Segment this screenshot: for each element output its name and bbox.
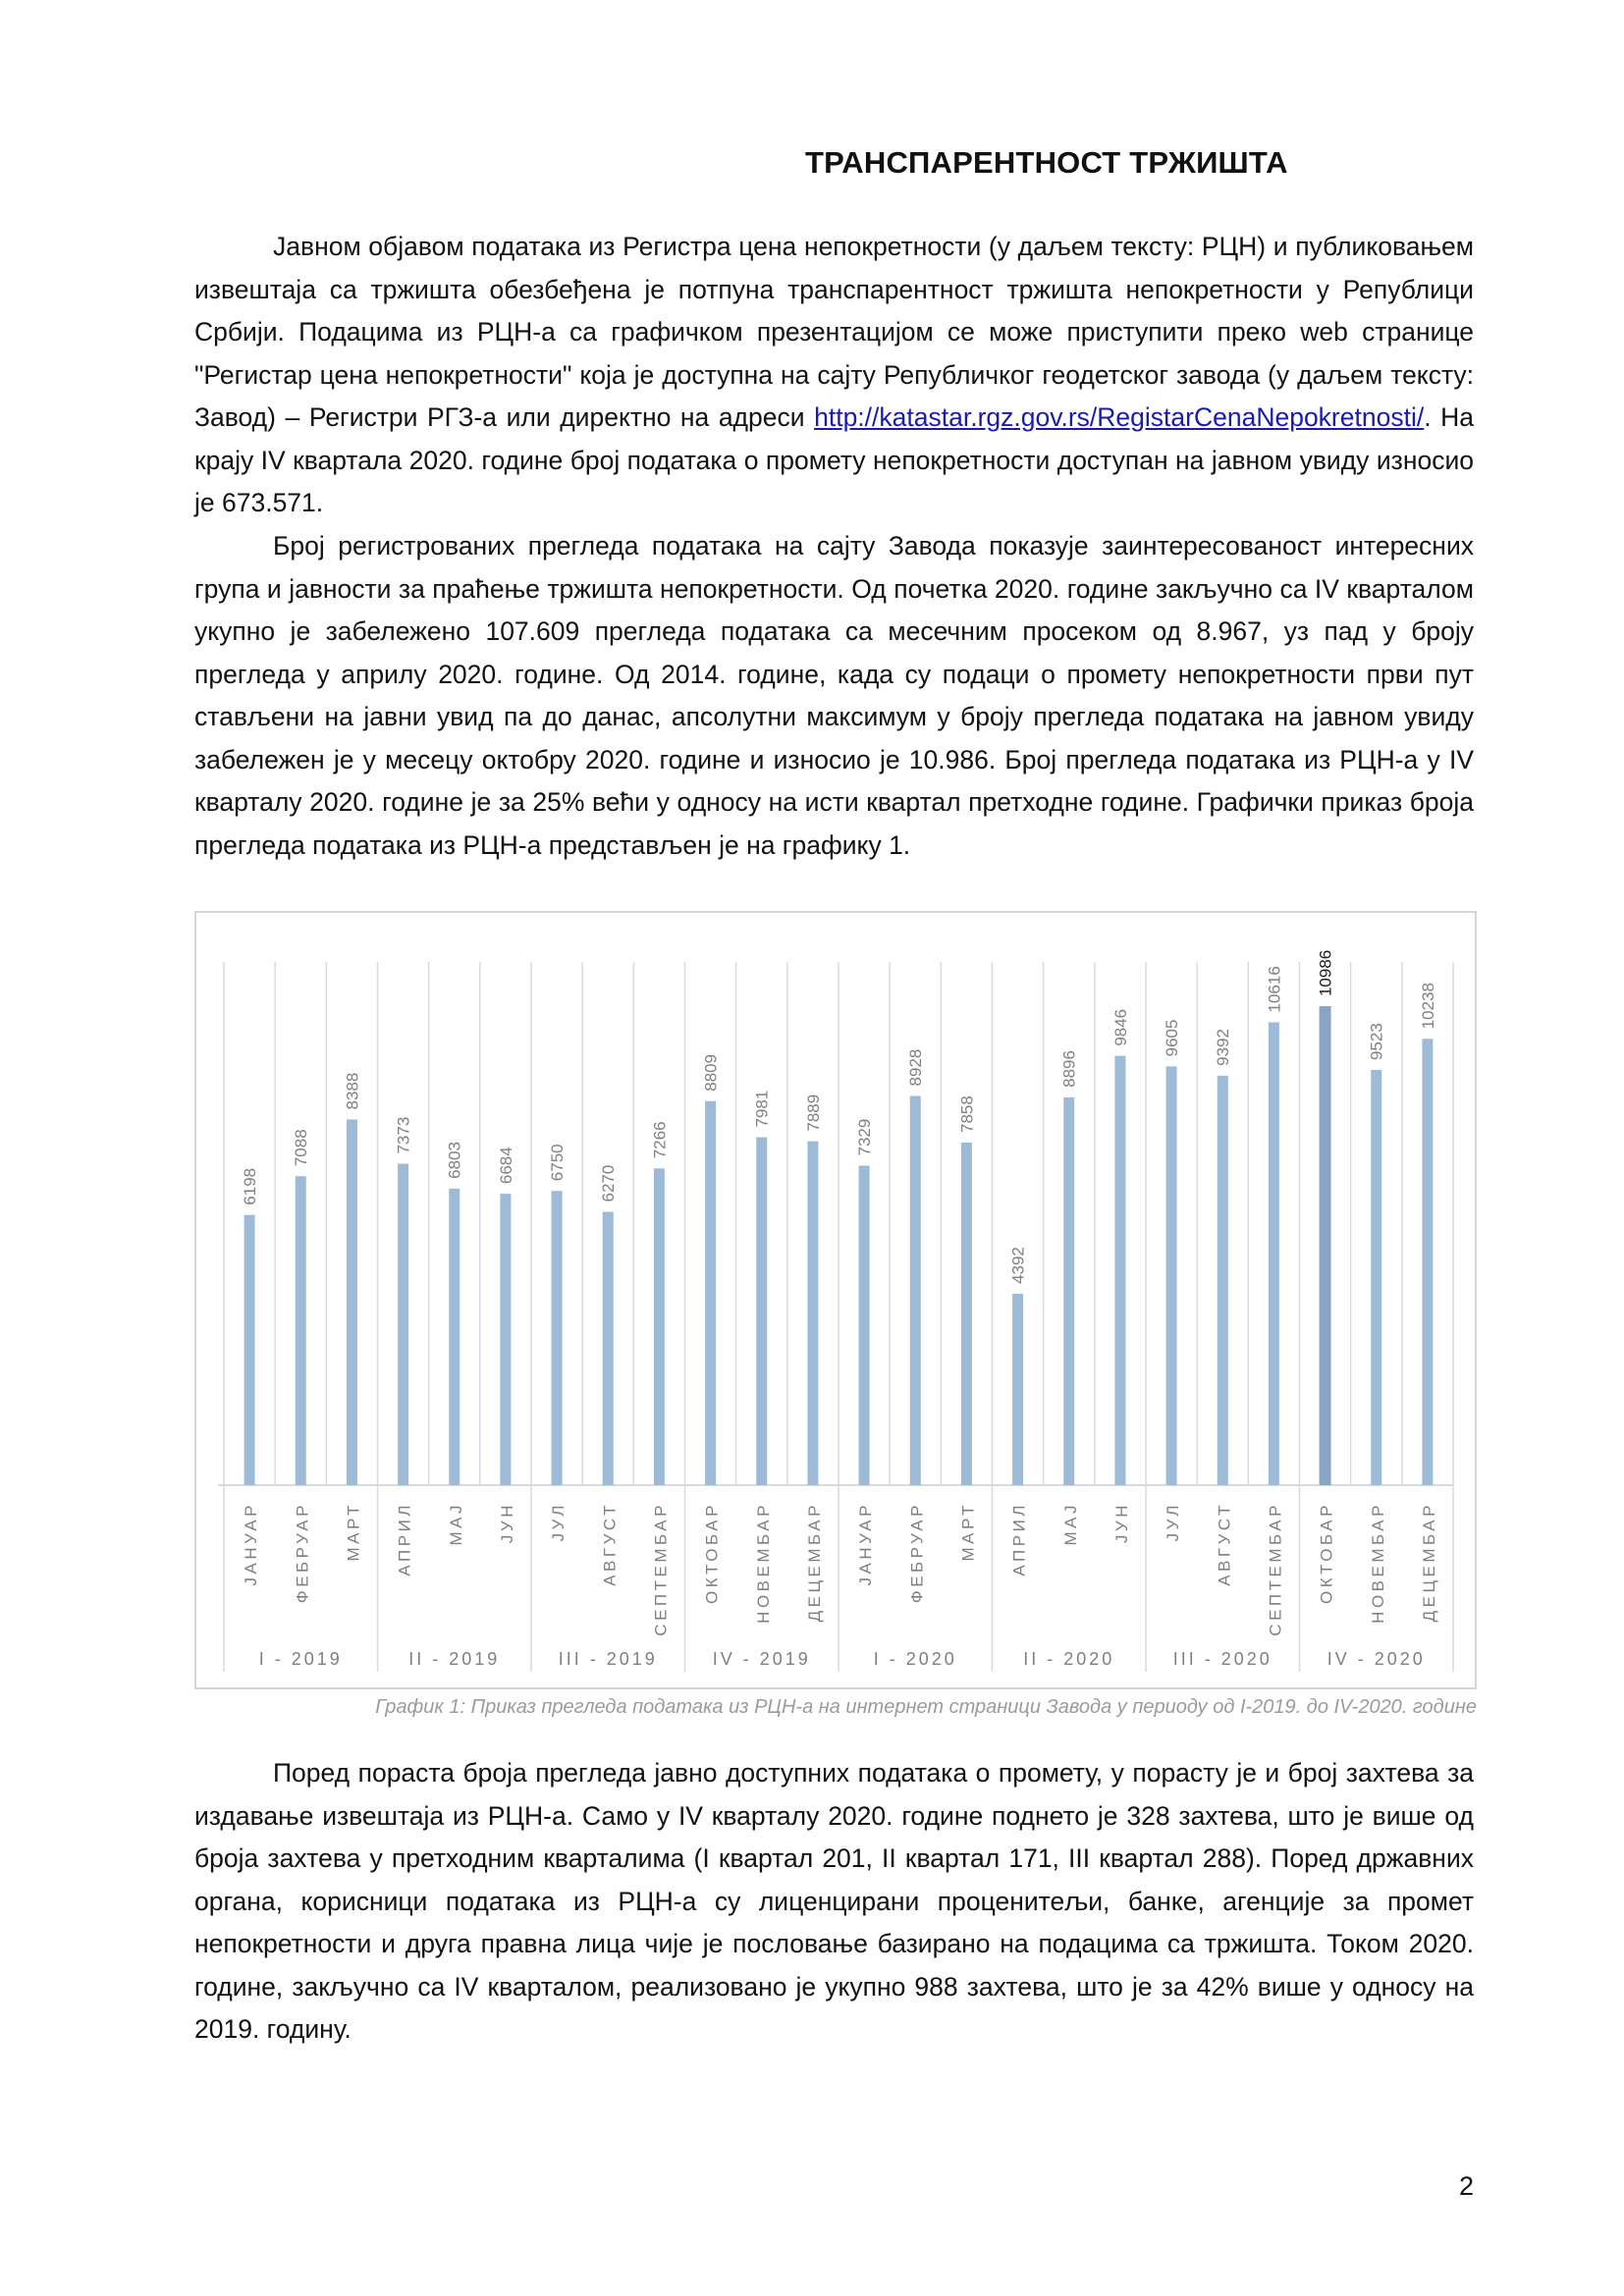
category-label: МАРТ xyxy=(958,1502,978,1562)
category-label: АПРИЛ xyxy=(1009,1502,1029,1576)
group-label: III - 2020 xyxy=(1172,1649,1272,1669)
data-label: 9846 xyxy=(1110,1008,1130,1046)
category-label: ЈУН xyxy=(497,1502,516,1544)
data-label: 10986 xyxy=(1316,949,1335,997)
bar xyxy=(807,1142,818,1485)
data-label: 9523 xyxy=(1367,1023,1386,1061)
category-label: МАЈ xyxy=(1060,1502,1080,1546)
group-label: II - 2020 xyxy=(1023,1649,1115,1669)
data-label: 6270 xyxy=(599,1164,619,1202)
category-label: СЕПТЕМБАР xyxy=(651,1502,671,1636)
chart-canvas xyxy=(196,913,1479,1691)
paragraph-intro-text-1: Јавном објавом података из Регистра цена непокретности (у даљем тексту: РЦН) и публиковањем извештаја са тржишта обезбеђена је потпуна транспарентност тржишта непокретности у Републици Србији. Подацима из РЦН-а са графичком презентацијом се може приступити преко web странице "Регистар цена непокретности" која је доступна на сајту Републичког геодетског завода (у даљем тексту: Завод) – Регистри РГЗ-а или директно на адреси xyxy=(194,232,1474,432)
bar xyxy=(1422,1039,1433,1485)
data-label: 6198 xyxy=(241,1167,260,1205)
paragraph-requests: Поред пораста броја прегледа јавно доступних података о промету, у порасту је и број захтева за издавање извештаја из РЦН-а. Само у IV кварталу 2020. године поднето је 328 захтева, што је више од броја захтева у претходним кварталима (I квартал 201, II квартал 171, III квартал 288). Поред државних органа, корисници података из РЦН-а су лиценцирани проценитељи, банке, агенције за промет непокретности и друга правна лица чије је пословање базирано на подацима са тржишта. Током 2020. године, закључно са IV кварталом, реализовано је укупно 988 захтева, што је за 42% више у односу на 2019. годину. xyxy=(194,1758,1474,2044)
group-label: I - 2019 xyxy=(258,1649,343,1669)
data-label: 9392 xyxy=(1214,1029,1233,1066)
bar xyxy=(244,1215,255,1485)
bar xyxy=(1063,1097,1074,1485)
group-label: IV - 2020 xyxy=(1326,1649,1426,1669)
chart-caption: График 1: Приказ прегледа података из РЦН-а на интернет страници Завода у периоду од I-2019. до IV-2020. године xyxy=(375,1696,1477,1718)
bar xyxy=(1114,1056,1125,1485)
category-label: МАЈ xyxy=(446,1502,465,1546)
data-label: 4392 xyxy=(1008,1247,1028,1284)
data-label: 6750 xyxy=(548,1144,568,1182)
data-label: 7088 xyxy=(292,1129,311,1167)
data-label: 6684 xyxy=(496,1147,515,1185)
data-label: 7329 xyxy=(855,1118,875,1156)
bar xyxy=(859,1165,870,1485)
category-label: ДЕЦЕМБАР xyxy=(1419,1502,1438,1623)
bar xyxy=(1218,1076,1228,1485)
category-label: АПРИЛ xyxy=(395,1502,414,1576)
data-label: 10238 xyxy=(1418,982,1437,1030)
category-label: СЕПТЕМБАР xyxy=(1266,1502,1285,1636)
data-label: 6803 xyxy=(445,1142,464,1179)
category-label: ЈУН xyxy=(1111,1502,1131,1544)
bar xyxy=(603,1212,614,1485)
group-label: IV - 2019 xyxy=(712,1649,811,1669)
paragraph-intro xyxy=(194,226,1474,525)
bar xyxy=(910,1095,921,1485)
data-label: 7981 xyxy=(752,1090,772,1128)
bar xyxy=(1012,1294,1023,1485)
category-label: ЈАНУАР xyxy=(242,1502,261,1586)
category-label: АВГУСТ xyxy=(600,1502,620,1586)
bar xyxy=(398,1164,408,1485)
page-number: 2 xyxy=(1459,2171,1475,2201)
category-label: ЈУЛ xyxy=(1164,1502,1183,1542)
category-label: ФЕБРУАР xyxy=(907,1502,927,1604)
data-label: 8809 xyxy=(701,1053,721,1092)
bar xyxy=(347,1119,357,1485)
category-label: ОКТОБАР xyxy=(702,1502,722,1604)
data-label: 8928 xyxy=(906,1048,926,1087)
bar xyxy=(654,1168,665,1485)
category-label: ОКТОБАР xyxy=(1317,1502,1336,1604)
data-label: 8896 xyxy=(1059,1050,1079,1088)
bar xyxy=(500,1194,511,1485)
bar xyxy=(1320,1006,1331,1485)
bar xyxy=(552,1191,563,1485)
page-title: ТРАНСПАРЕНТНОСТ ТРЖИШТА xyxy=(805,145,1288,180)
bar xyxy=(961,1143,972,1485)
data-label: 7889 xyxy=(803,1094,823,1132)
category-label: ДЕЦЕМБАР xyxy=(804,1502,824,1623)
bar xyxy=(705,1101,716,1485)
data-label: 7373 xyxy=(394,1116,413,1154)
bar xyxy=(1166,1066,1177,1485)
category-label: АВГУСТ xyxy=(1215,1502,1234,1586)
category-label: МАРТ xyxy=(344,1502,363,1562)
paragraph-intro-text-2: . На крају IV квартала 2020. године број података о промету непокретности доступан на јавном увиду износио је 673.571. xyxy=(194,402,1474,517)
bar xyxy=(1371,1070,1381,1485)
category-label: НОВЕМБАР xyxy=(753,1502,773,1624)
bar xyxy=(756,1138,767,1485)
registry-link[interactable]: http://katastar.rgz.gov.rs/RegistarCenaNepokretnosti/ xyxy=(814,402,1425,432)
group-label: I - 2020 xyxy=(873,1649,957,1669)
bar xyxy=(449,1189,460,1485)
group-label: II - 2019 xyxy=(408,1649,501,1669)
category-label: ЈАНУАР xyxy=(856,1502,876,1586)
paragraph-views: Број регистрованих прегледа података на сајту Завода показује заинтересованост интересних група и јавности за праћење тржишта непокретности. Од почетка 2020. године закључно са IV кварталом укупно је забележено 107.609 прегледа података са месечним просеком од 8.967, уз пад у броју прегледа у априлу 2020. године. Од 2014. године, када су подаци о промету непокретности први пут стављени на јавни увид па до данас, апсолутни максимум у броју прегледа података на јавном увиду забележен је у месецу октобру 2020. године и износио је 10.986. Број прегледа података из РЦН-а у IV кварталу 2020. године је за 25% већи у односу на исти квартал претходне године. Графички приказ броја прегледа података из РЦН-а представљен је на графику 1. xyxy=(194,531,1474,860)
group-label: III - 2019 xyxy=(558,1649,658,1669)
bar xyxy=(296,1176,306,1485)
data-label: 9605 xyxy=(1163,1019,1182,1057)
data-label: 10616 xyxy=(1265,966,1284,1013)
data-label: 7266 xyxy=(650,1121,670,1159)
data-label: 8388 xyxy=(343,1072,362,1110)
bar xyxy=(1269,1022,1279,1485)
category-label: ЈУЛ xyxy=(549,1502,568,1542)
category-label: НОВЕМБАР xyxy=(1368,1502,1387,1624)
data-label: 7858 xyxy=(957,1095,977,1133)
views-chart xyxy=(194,911,1477,1689)
category-label: ФЕБРУАР xyxy=(293,1502,312,1604)
